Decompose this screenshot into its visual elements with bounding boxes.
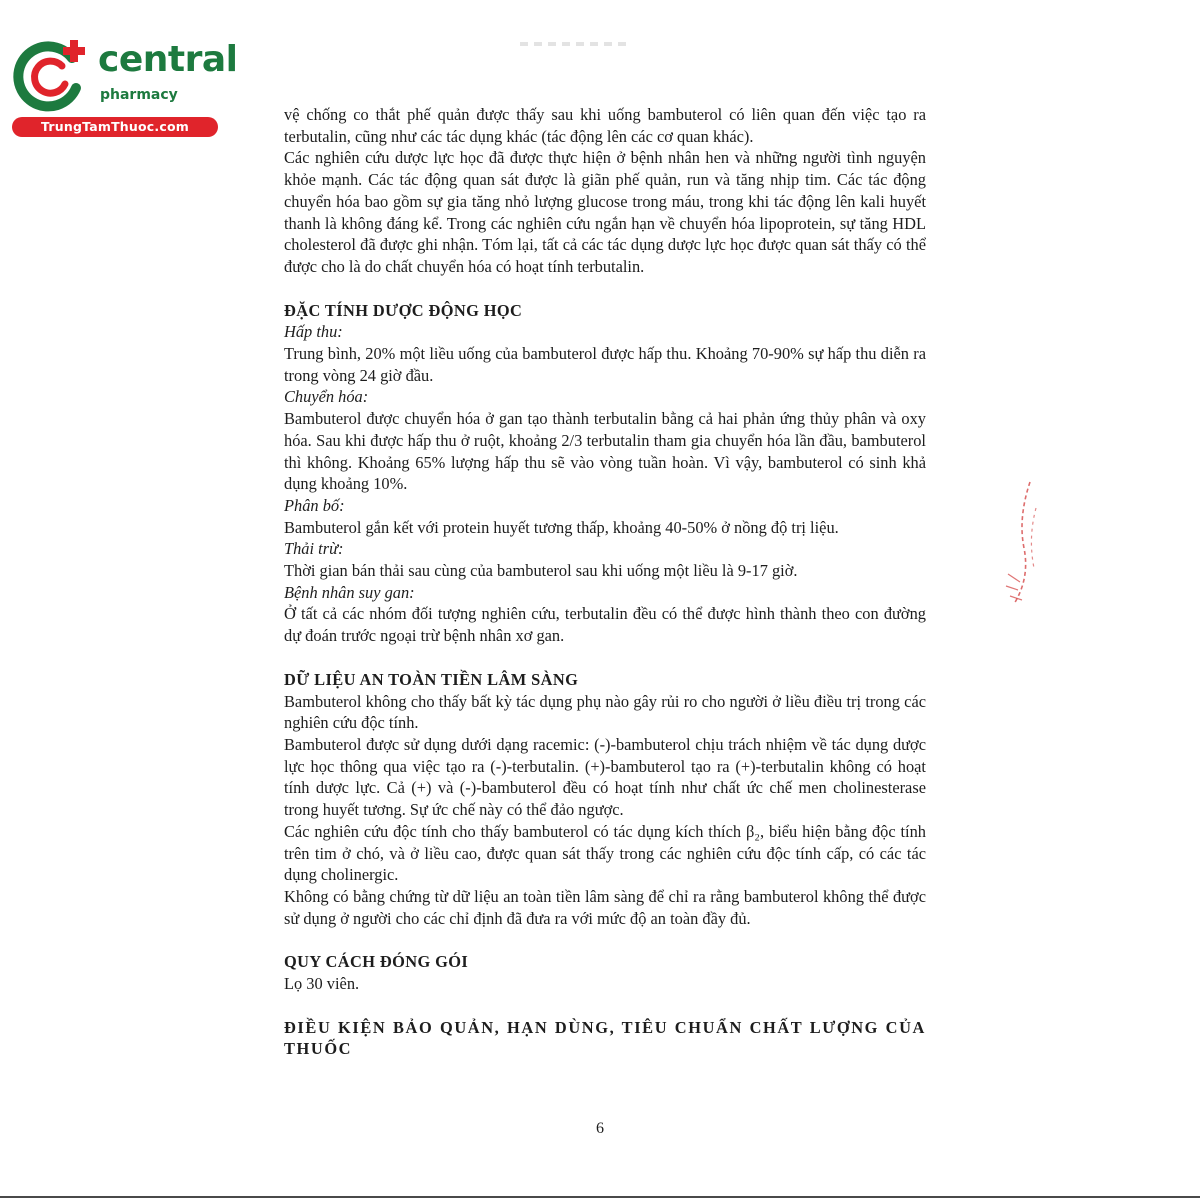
metabolism-text: Bambuterol được chuyển hóa ở gan tạo thành terbutalin bằng cả hai phản ứng thủy phân và oxy hóa. Sau khi được hấp thu ở ruột, khoảng 2/3 terbutalin tham gia chuyển hóa lần đầu, bambuterol thì không. Khoảng 65% lượng hấp thu sẽ vào vòng tuần hoàn. Vì vậy, bambuterol có sinh khả dụng khoảng 10%.: [284, 409, 926, 494]
packaging-text: Lọ 30 viên.: [284, 974, 360, 994]
preclinical-paragraph-1: Bambuterol không cho thấy bất kỳ tác dụng phụ nào gây rủi ro cho người ở liều điều trị trong các nghiên cứu độc tính.: [284, 691, 926, 733]
preclinical-paragraph-4: Không có bằng chứng từ dữ liệu an toàn tiền lâm sàng để chỉ ra rằng bambuterol không thể được sử dụng ở người cho các chỉ định đã đưa ra với mức độ an toàn đầy đủ.: [284, 886, 926, 928]
bottom-edge-line: [0, 1196, 1200, 1198]
preclinical-heading: DỮ LIỆU AN TOÀN TIỀN LÂM SÀNG: [284, 669, 579, 689]
hepatic-label: Bệnh nhân suy gan:: [284, 582, 415, 602]
absorption-label: Hấp thu:: [284, 322, 343, 342]
intro-paragraph-2: Các nghiên cứu dược lực học đã được thực hiện ở bệnh nhân hen và những người tình nguyện khỏe mạnh. Các tác động quan sát được là giãn phế quản, run và tăng nhịp tim. Các tác động chuyển hóa bao gồm sự gia tăng nhỏ lượng glucose trong máu, trong khi tác động lên kali huyết thanh là không đáng kể. Trong các nghiên cứu ngắn hạn về chuyển hóa lipoprotein, sự tăng HDL cholesterol đã được ghi nhận. Tóm lại, tất cả các tác dụng dược lực học được quan sát thấy có thể được cho là do chất chuyển hóa có hoạt tính terbutalin.: [284, 148, 926, 276]
red-stamp-fragment: [1000, 478, 1040, 608]
absorption-text: Trung bình, 20% một liều uống của bambuterol được hấp thu. Khoảng 70-90% sự hấp thu diễn ra trong vòng 24 giờ đầu.: [284, 344, 926, 385]
preclinical-paragraph-3: Các nghiên cứu độc tính cho thấy bambuterol có tác dụng kích thích β₂, biểu hiện bằng độc tính trên tim ở chó, và ở liều cao, được quan sát thấy trong các nghiên cứu độc tính cấp, có các tác dụng cholinergic.: [284, 821, 926, 885]
logo-sub-text: pharmacy: [100, 87, 178, 103]
logo-brand-text: central: [98, 39, 238, 80]
distribution-label: Phân bố:: [284, 495, 345, 515]
preclinical-paragraph-2: Bambuterol được sử dụng dưới dạng racemic: (-)-bambuterol chịu trách nhiệm về tác dụng dược lực học thông qua việc tạo ra (-)-terbutalin. (+)-bambuterol tạo ra (+)-terbutalin không có hoạt tính dược lực. Cả (+) và (-)-bambuterol đều có hoạt tính như chất ức chế men cholinesterase trong huyết tương. Sự ức chế này có thể đảo ngược.: [284, 734, 926, 820]
page-number: 6: [596, 1120, 604, 1137]
packaging-heading: QUY CÁCH ĐÓNG GÓI: [284, 952, 469, 972]
logo-icon: [10, 36, 92, 118]
pk-heading: ĐẶC TÍNH DƯỢC ĐỘNG HỌC: [284, 300, 523, 320]
central-pharmacy-logo[interactable]: [10, 36, 238, 136]
intro-paragraph-1: vệ chống co thắt phế quản được thấy sau khi uống bambuterol có liên quan đến việc tạo ra terbutalin, cũng như các tác dụng khác (tác động lên các cơ quan khác).: [284, 105, 926, 146]
elimination-text: Thời gian bán thải sau cùng của bambuterol sau khi uống một liều là 9-17 giờ.: [284, 561, 798, 581]
document-body: [284, 104, 926, 1060]
faint-header-marks: [520, 42, 630, 46]
hepatic-text: Ở tất cả các nhóm đối tượng nghiên cứu, terbutalin đều có thể được hình thành theo con đường dự đoán trước ngoại trừ bệnh nhân xơ gan.: [284, 604, 926, 646]
metabolism-label: Chuyển hóa:: [284, 387, 369, 407]
storage-heading: ĐIỀU KIỆN BẢO QUẢN, HẠN DÙNG, TIÊU CHUẨN CHẤT LƯỢNG CỦA THUỐC: [284, 1017, 926, 1059]
elimination-label: Thải trừ:: [284, 539, 344, 559]
distribution-text: Bambuterol gắn kết với protein huyết tương thấp, khoảng 40-50% ở nồng độ trị liệu.: [284, 517, 839, 537]
logo-banner[interactable]: TrungTamThuoc.com: [12, 117, 218, 137]
